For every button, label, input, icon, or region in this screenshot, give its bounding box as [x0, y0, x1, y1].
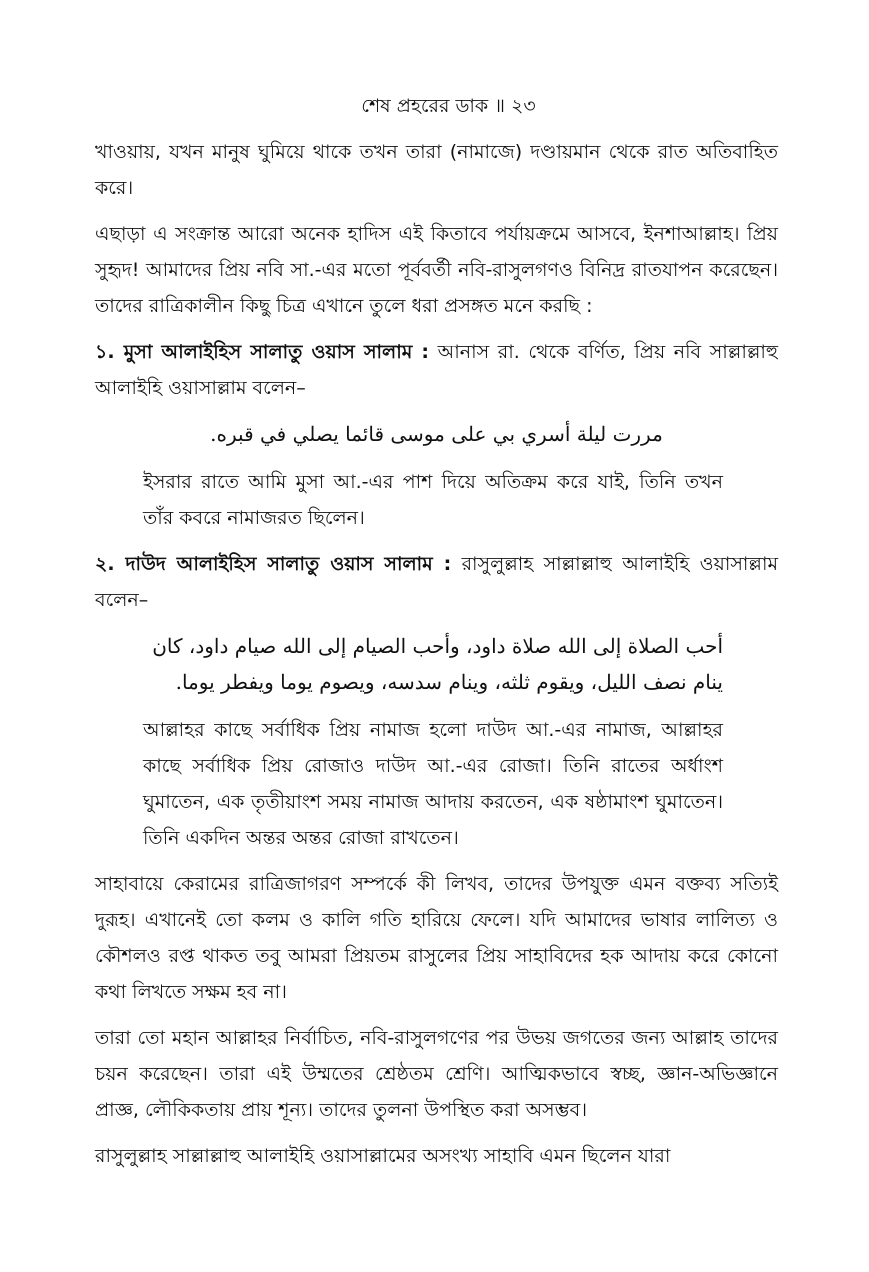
- section-musa-intro: আনাস রা. থেকে বর্ণিত, প্রিয় নবি সাল্লাল্লাহু আলাইহি ওয়াসাল্লাম বলেন–: [95, 341, 778, 399]
- paragraph-1: খাওয়ায়, যখন মানুষ ঘুমিয়ে থাকে তখন তারা (নামাজে) দণ্ডায়মান থেকে রাত অতিবাহিত করে।: [95, 141, 778, 199]
- paragraph-3: সাহাবায়ে কেরামের রাত্রিজাগরণ সম্পর্কে কী লিখব, তাদের উপযুক্ত এমন বক্তব্য সত্যিই দুরূহ। এখানেই তো কলম ও কালি গতি হারিয়ে ফেলে। যদি আমাদের ভাষার লালিত্য ও কৌশলও রপ্ত থাকত তবু আমরা প্রিয়তম রাসুলের প্রিয় সাহাবিদের হক আদায় করে কোনো কথা লিখতে সক্ষম হব না।: [95, 873, 778, 1003]
- hadith-arabic-dawud: أحب الصلاة إلى الله صلاة داود، وأحب الصيام إلى الله صيام داود، كان ينام نصف الليل، ويقوم ثلثه، وينام سدسه، ويصوم يوما ويفطر يوما.: [152, 634, 723, 694]
- book-page: [95, 92, 778, 1184]
- paragraph-5: রাসুলুল্লাহ সাল্লাল্লাহু আলাইহি ওয়াসাল্লামের অসংখ্য সাহাবি এমন ছিলেন যারা: [95, 1145, 671, 1167]
- paragraph-2: এছাড়া এ সংক্রান্ত আরো অনেক হাদিস এই কিতাবে পর্যায়ক্রমে আসবে, ইনশাআল্লাহ। প্রিয় সুহৃদ! আমাদের প্রিয় নবি সা.-এর মতো পূর্ববর্তী নবি-রাসুলগণও বিনিদ্র রাতযাপন করেছেন। তাদের রাত্রিকালীন কিছু চিত্র এখানে তুলে ধরা প্রসঙ্গত মনে করছি :: [95, 223, 778, 317]
- running-header: শেষ প্রহরের ডাক ॥ ২৩: [361, 95, 536, 117]
- section-dawud-intro: রাসুলুল্লাহ সাল্লাল্লাহু আলাইহি ওয়াসাল্লাম বলেন–: [95, 553, 779, 611]
- section-musa-title: ১. মুসা আলাইহিস সালাতু ওয়াস সালাম :: [95, 341, 430, 363]
- section-dawud: [95, 546, 778, 618]
- hadith-translation-musa: ইসরার রাতে আমি মুসা আ.-এর পাশ দিয়ে অতিক্রম করে যাই, তিনি তখন তাঁর কবরে নামাজরত ছিলেন।: [143, 471, 723, 529]
- hadith-arabic-musa: مررت ليلة أسري بي على موسى قائما يصلي في قبره.: [210, 422, 663, 446]
- section-dawud-title: ২. দাউদ আলাইহিস সালাতু ওয়াস সালাম :: [95, 553, 452, 575]
- hadith-translation-dawud: আল্লাহর কাছে সর্বাধিক প্রিয় নামাজ হলো দাউদ আ.-এর নামাজ, আল্লাহর কাছে সর্বাধিক প্রিয় রোজাও দাউদ আ.-এর রোজা। তিনি রাতের অর্ধাংশ ঘুমাতেন, এক তৃতীয়াংশ সময় নামাজ আদায় করতেন, এক ষষ্ঠামাংশ ঘুমাতেন। তিনি একদিন অন্তর অন্তর রোজা রাখতেন।: [143, 719, 723, 849]
- paragraph-4: তারা তো মহান আল্লাহর নির্বাচিত, নবি-রাসুলগণের পর উভয় জগতের জন্য আল্লাহ তাদের চয়ন করেছেন। তারা এই উম্মতের শ্রেষ্ঠতম শ্রেণি। আত্মিকভাবে স্বচ্ছ, জ্ঞান-অভিজ্ঞানে প্রাজ্ঞ, লৌকিকতায় প্রায় শূন্য। তাদের তুলনা উপস্থিত করা অসম্ভব।: [95, 1027, 778, 1121]
- section-musa: [95, 334, 778, 406]
